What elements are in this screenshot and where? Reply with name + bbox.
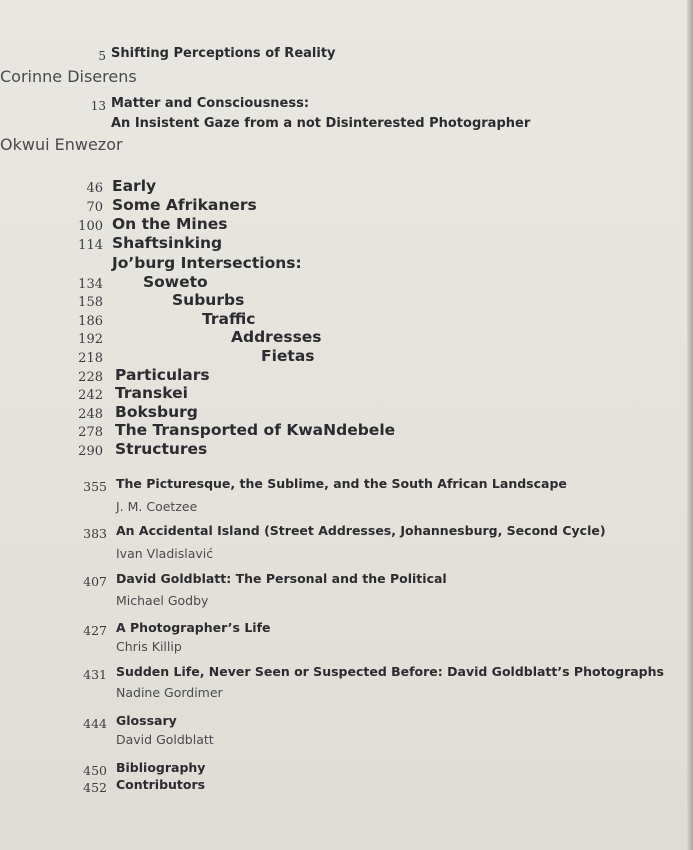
entry-author: David Goldblatt (116, 732, 214, 747)
entry-title: David Goldblatt: The Personal and the Political (116, 571, 447, 586)
plate-title: The Transported of KwaNdebele (115, 421, 396, 439)
plate-title: Particulars (115, 366, 210, 384)
plate-title: Traffic (202, 310, 256, 328)
entry-author: Nadine Gordimer (116, 685, 223, 700)
toc-entry (0, 46, 660, 66)
plate-entry (0, 196, 660, 216)
plate-entry (0, 440, 660, 460)
page-number: 100 (78, 219, 103, 234)
entry-author: Corinne Diserens (0, 67, 137, 86)
plate-entry (0, 234, 660, 254)
plate-title: Addresses (231, 328, 322, 346)
plate-title: Suburbs (172, 291, 245, 309)
toc-entry (0, 620, 660, 640)
plate-title: Boksburg (115, 403, 198, 421)
plate-entry (0, 328, 660, 348)
entry-title: A Photographer’s Life (116, 620, 271, 635)
entry-author: Chris Killip (116, 639, 182, 654)
page-number: 450 (83, 763, 107, 778)
entry-title: Sudden Life, Never Seen or Suspected Before: David Goldblatt’s Photographs (116, 664, 664, 679)
entry-author: Okwui Enwezor (0, 135, 123, 154)
page-edge-shadow (687, 0, 693, 850)
page-number: 248 (78, 407, 103, 422)
entry-title: Shifting Perceptions of Reality (111, 46, 336, 61)
plate-entry (0, 347, 660, 367)
plate-entry (0, 177, 660, 197)
page-number: 444 (83, 716, 107, 731)
page-number: 13 (90, 99, 106, 113)
entry-title: Glossary (116, 713, 177, 728)
page-number: 192 (78, 332, 103, 347)
plate-title: Transkei (115, 384, 188, 402)
plate-title: On the Mines (112, 215, 228, 233)
plate-entry (0, 254, 660, 274)
plate-title: Shaftsinking (112, 234, 223, 252)
page-number: 114 (78, 238, 103, 253)
page-number: 186 (78, 314, 103, 329)
toc-entry (0, 476, 660, 496)
page-number: 228 (78, 370, 103, 385)
plate-title: Soweto (143, 273, 208, 291)
entry-title: Contributors (116, 777, 206, 792)
toc-entry (0, 777, 660, 797)
page-number: 134 (78, 277, 103, 292)
page-number: 70 (86, 200, 103, 215)
entry-title: Bibliography (116, 760, 206, 775)
page-number: 452 (83, 780, 107, 795)
plate-entry (0, 384, 660, 404)
plate-entry (0, 310, 660, 330)
toc-entry (0, 571, 660, 591)
page-number: 290 (78, 444, 103, 459)
page-number: 407 (83, 574, 107, 589)
entry-author: Michael Godby (116, 593, 209, 608)
page-number: 5 (98, 49, 106, 63)
plate-title: Jo’burg Intersections: (112, 254, 302, 272)
page-number: 431 (83, 667, 107, 682)
plate-entry (0, 215, 660, 235)
toc-entry (0, 664, 664, 684)
plate-entry (0, 403, 660, 423)
plate-title: Early (112, 177, 157, 195)
entry-title: The Picturesque, the Sublime, and the South African Landscape (116, 476, 567, 491)
plate-title: Fietas (261, 347, 315, 365)
plate-entry (0, 421, 660, 441)
plate-entry (0, 273, 660, 293)
page-number: 218 (78, 351, 103, 366)
page-number: 427 (83, 623, 107, 638)
page-number: 278 (78, 425, 103, 440)
entry-title: Matter and Consciousness: (111, 96, 310, 111)
page-number: 242 (78, 388, 103, 403)
page-number: 46 (86, 181, 103, 196)
toc-entry (0, 96, 660, 116)
plate-entry (0, 366, 660, 386)
entry-title: An Accidental Island (Street Addresses, Johannesburg, Second Cycle) (116, 523, 606, 538)
entry-title-continued: An Insistent Gaze from a not Disinterested Photographer (111, 116, 531, 131)
toc-entry (0, 523, 660, 543)
plate-title: Structures (115, 440, 208, 458)
page-number: 355 (83, 479, 107, 494)
page-number: 158 (78, 295, 103, 310)
plate-title: Some Afrikaners (112, 196, 257, 214)
entry-author: J. M. Coetzee (116, 499, 198, 514)
page-number: 383 (83, 526, 107, 541)
toc-entry (0, 713, 660, 733)
entry-author: Ivan Vladislavić (116, 546, 214, 561)
plate-entry (0, 291, 660, 311)
